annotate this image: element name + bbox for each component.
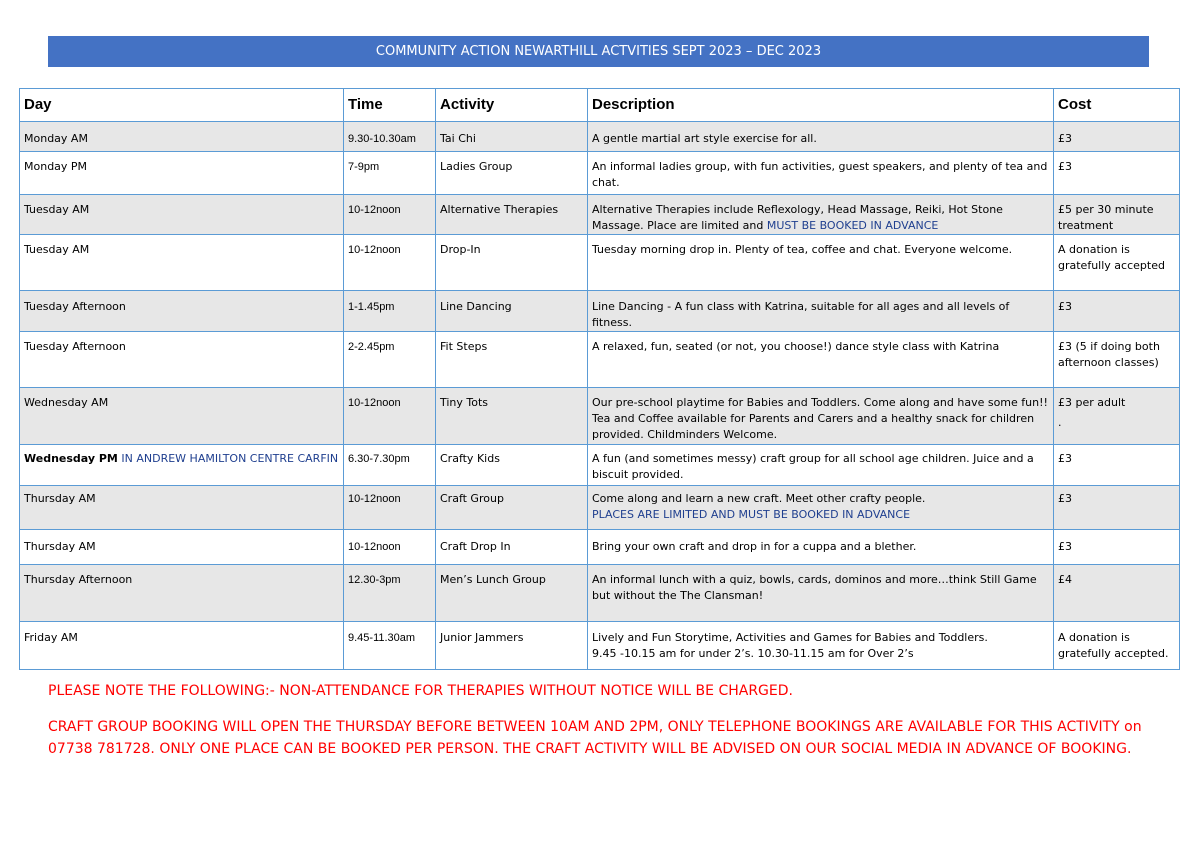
table-row [20, 122, 1180, 152]
description-cell [588, 622, 1054, 670]
table-row [20, 152, 1180, 195]
cost-cell: A donation is gratefully accepted [1054, 235, 1180, 291]
time-cell: 10-12noon [344, 486, 436, 530]
table-row [20, 445, 1180, 486]
time-cell: 2-2.45pm [344, 332, 436, 388]
time-cell: 1-1.45pm [344, 291, 436, 332]
time-cell: 10-12noon [344, 235, 436, 291]
activity-cell: Ladies Group [436, 152, 588, 195]
description-cell: Line Dancing - A fun class with Katrina, suitable for all ages and all levels of fitness. [588, 291, 1054, 332]
description-cell: An informal lunch with a quiz, bowls, cards, dominos and more…think Still Game but without the The Clansman! [588, 565, 1054, 622]
day-cell [20, 445, 344, 486]
header-cost: Cost [1054, 89, 1180, 122]
activity-cell: Craft Drop In [436, 530, 588, 565]
day-cell: Tuesday AM [20, 235, 344, 291]
description-schedule: 9.45 -10.15 am for under 2’s. 10.30-11.15 am for Over 2’s [592, 647, 914, 660]
page-title: COMMUNITY ACTION NEWARTHILL ACTVITIES SEPT 2023 – DEC 2023 [48, 36, 1149, 67]
booking-notice: PLACES ARE LIMITED AND MUST BE BOOKED IN ADVANCE [592, 508, 911, 521]
time-cell: 9.30-10.30am [344, 122, 436, 152]
cost-cell: £3 [1054, 486, 1180, 530]
description-cell: A gentle martial art style exercise for all. [588, 122, 1054, 152]
description-cell [588, 195, 1054, 235]
cost-note: . [1058, 416, 1062, 429]
description-cell [588, 486, 1054, 530]
cost-cell: A donation is gratefully accepted. [1054, 622, 1180, 670]
activity-cell: Crafty Kids [436, 445, 588, 486]
table-row [20, 530, 1180, 565]
header-time: Time [344, 89, 436, 122]
activity-cell: Line Dancing [436, 291, 588, 332]
notes-section [48, 680, 1158, 760]
table-row [20, 486, 1180, 530]
schedule-table [19, 88, 1180, 670]
day-cell: Thursday AM [20, 486, 344, 530]
day-cell: Thursday AM [20, 530, 344, 565]
day-cell: Tuesday Afternoon [20, 291, 344, 332]
activity-cell: Fit Steps [436, 332, 588, 388]
cost-cell: £3 [1054, 291, 1180, 332]
day-cell: Friday AM [20, 622, 344, 670]
day-cell: Wednesday AM [20, 388, 344, 445]
cost-cell: £3 [1054, 152, 1180, 195]
cost-cell: £5 per 30 minute treatment [1054, 195, 1180, 235]
activity-cell: Tiny Tots [436, 388, 588, 445]
table-row [20, 195, 1180, 235]
header-activity: Activity [436, 89, 588, 122]
description-cell: A fun (and sometimes messy) craft group for all school age children. Juice and a biscuit provided. [588, 445, 1054, 486]
day-cell: Tuesday Afternoon [20, 332, 344, 388]
time-cell: 10-12noon [344, 195, 436, 235]
description-cell: An informal ladies group, with fun activities, guest speakers, and plenty of tea and chat. [588, 152, 1054, 195]
table-row [20, 622, 1180, 670]
header-day: Day [20, 89, 344, 122]
activity-cell: Men’s Lunch Group [436, 565, 588, 622]
header-description: Description [588, 89, 1054, 122]
cost-cell: £3 [1054, 122, 1180, 152]
cost-cell: £3 [1054, 530, 1180, 565]
time-cell: 7-9pm [344, 152, 436, 195]
day-cell: Thursday Afternoon [20, 565, 344, 622]
table-row [20, 235, 1180, 291]
craft-booking-notice: CRAFT GROUP BOOKING WILL OPEN THE THURSDAY BEFORE BETWEEN 10AM AND 2PM, ONLY TELEPHONE BOOKINGS ARE AVAILABLE FOR THIS ACTIVITY on 07738 781728. ONLY ONE PLACE CAN BE BOOKED PER PERSON. THE CRAFT ACTIVITY WILL BE ADVISED ON OUR SOCIAL MEDIA IN ADVANCE OF BOOKING. [48, 719, 1142, 757]
description-text: Lively and Fun Storytime, Activities and Games for Babies and Toddlers. [592, 631, 988, 644]
booking-notice: MUST BE BOOKED IN ADVANCE [766, 219, 939, 232]
cost-cell: £4 [1054, 565, 1180, 622]
cost-cell: £3 (5 if doing both afternoon classes) [1054, 332, 1180, 388]
venue-notice: IN ANDREW HAMILTON CENTRE CARFIN [121, 452, 339, 465]
time-cell: 10-12noon [344, 388, 436, 445]
description-cell: Bring your own craft and drop in for a cuppa and a blether. [588, 530, 1054, 565]
time-cell: 6.30-7.30pm [344, 445, 436, 486]
day-cell: Tuesday AM [20, 195, 344, 235]
activity-cell: Junior Jammers [436, 622, 588, 670]
header-row [20, 89, 1180, 122]
activity-cell: Drop-In [436, 235, 588, 291]
cost-cell: £3 [1054, 445, 1180, 486]
table-row [20, 332, 1180, 388]
cost-text: £3 per adult [1058, 396, 1126, 409]
description-cell: A relaxed, fun, seated (or not, you choose!) dance style class with Katrina [588, 332, 1054, 388]
description-cell: Our pre-school playtime for Babies and Toddlers. Come along and have some fun!! Tea and Coffee available for Parents and Carers and a healthy snack for children provided. Childminders Welcome. [588, 388, 1054, 445]
table-row [20, 388, 1180, 445]
activity-cell: Tai Chi [436, 122, 588, 152]
description-text: Come along and learn a new craft. Meet other crafty people. [592, 492, 926, 505]
table-row [20, 291, 1180, 332]
day-cell: Monday PM [20, 152, 344, 195]
day-cell: Monday AM [20, 122, 344, 152]
time-cell: 12.30-3pm [344, 565, 436, 622]
time-cell: 9.45-11.30am [344, 622, 436, 670]
time-cell: 10-12noon [344, 530, 436, 565]
description-text: Alternative Therapies include Reflexology, Head Massage, Reiki, Hot Stone Massage. Place are limited and [592, 203, 1003, 232]
table-row [20, 565, 1180, 622]
day-text: Wednesday PM [24, 452, 118, 465]
cost-cell [1054, 388, 1180, 445]
description-cell: Tuesday morning drop in. Plenty of tea, coffee and chat. Everyone welcome. [588, 235, 1054, 291]
activity-cell: Craft Group [436, 486, 588, 530]
therapy-notice: PLEASE NOTE THE FOLLOWING:- NON-ATTENDANCE FOR THERAPIES WITHOUT NOTICE WILL BE CHARGED. [48, 683, 793, 699]
activity-cell: Alternative Therapies [436, 195, 588, 235]
